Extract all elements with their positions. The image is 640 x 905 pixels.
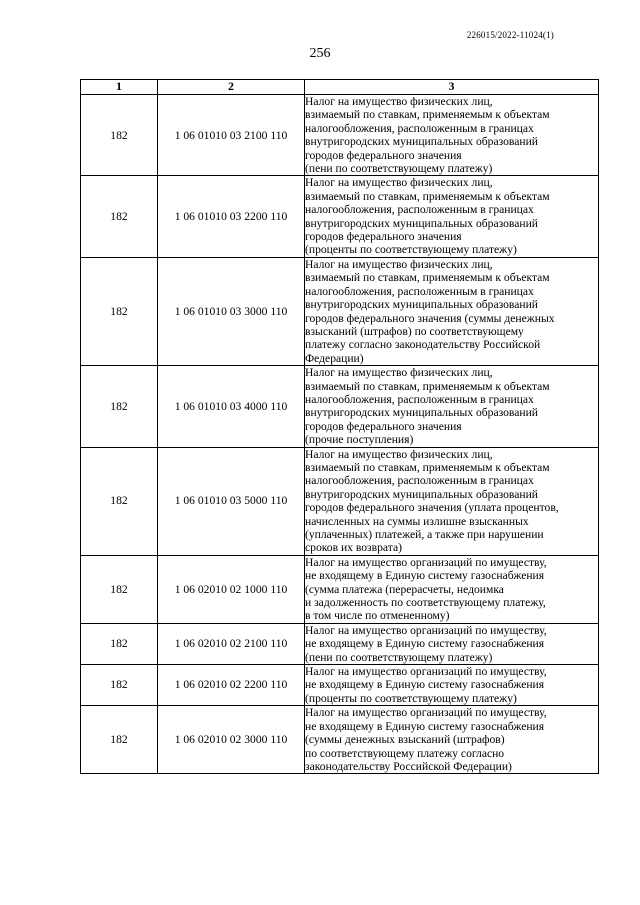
revenue-description-cell — [305, 257, 599, 365]
table-row — [81, 366, 599, 447]
table-header-row — [81, 80, 599, 95]
description-line: (пени по соответствующему платежу) — [305, 162, 493, 176]
admin-code-cell: 182 — [81, 623, 158, 664]
table-row — [81, 623, 599, 664]
revenue-description-cell — [305, 706, 599, 774]
description-line: взимаемый по ставкам, применяемым к объектам — [305, 460, 550, 474]
description-line: (проценты по соответствующему платежу) — [305, 243, 517, 257]
description-line: и задолженность по соответствующему платежу, — [305, 596, 546, 610]
table-row — [81, 257, 599, 365]
description-line: городов федерального значения (суммы денежных — [305, 311, 555, 325]
budget-classification-code-cell: 1 06 01010 03 5000 110 — [158, 447, 305, 555]
description-line: взимаемый по ставкам, применяемым к объектам — [305, 189, 550, 203]
admin-code-cell: 182 — [81, 176, 158, 257]
description-line: (проценты по соответствующему платежу) — [305, 691, 517, 705]
description-line: по соответствующему платежу согласно — [305, 746, 505, 760]
description-line: Налог на имущество физических лиц, — [305, 257, 493, 271]
description-line: взимаемый по ставкам, применяемым к объектам — [305, 108, 550, 122]
description-line: внутригородских муниципальных образований — [305, 487, 538, 501]
description-line: Налог на имущество организаций по имуществу, — [305, 623, 547, 637]
description-line: (уплаченных) платежей, а также при нарушении — [305, 528, 544, 541]
description-line: Налог на имущество физических лиц, — [305, 366, 493, 380]
table-body — [81, 95, 599, 774]
description-line: не входящему в Единую систему газоснабжения — [305, 678, 545, 692]
description-line: внутригородских муниципальных образований — [305, 216, 538, 230]
revenue-description-cell — [305, 665, 599, 706]
description-line: взысканий (штрафов) по соответствующему — [305, 324, 524, 338]
description-line: городов федерального значения — [305, 419, 462, 433]
description-line: внутригородских муниципальных образований — [305, 298, 538, 312]
budget-classification-code-cell: 1 06 01010 03 3000 110 — [158, 257, 305, 365]
admin-code-cell: 182 — [81, 447, 158, 555]
description-line: Налог на имущество организаций по имуществу, — [305, 706, 547, 720]
description-line: Налог на имущество физических лиц, — [305, 447, 493, 461]
description-line: (пени по соответствующему платежу) — [305, 650, 493, 664]
budget-classification-code-cell: 1 06 02010 02 1000 110 — [158, 555, 305, 623]
description-line: внутригородских муниципальных образований — [305, 135, 538, 149]
revenue-description-cell — [305, 447, 599, 555]
budget-classification-code-cell: 1 06 02010 02 2200 110 — [158, 665, 305, 706]
description-line: внутригородских муниципальных образований — [305, 406, 538, 420]
revenue-description-cell — [305, 95, 599, 176]
revenue-description-cell — [305, 176, 599, 257]
budget-classification-code-cell: 1 06 02010 02 3000 110 — [158, 706, 305, 774]
description-line: сроков их возврата) — [305, 541, 402, 555]
description-line: не входящему в Единую систему газоснабжения — [305, 637, 545, 651]
budget-classification-code-cell: 1 06 01010 03 2200 110 — [158, 176, 305, 257]
description-line: взимаемый по ставкам, применяемым к объектам — [305, 271, 550, 285]
column-header-3: 3 — [305, 80, 599, 95]
description-line: (прочие поступления) — [305, 433, 414, 447]
description-line: не входящему в Единую систему газоснабжения — [305, 719, 545, 733]
budget-classification-code-cell: 1 06 02010 02 2100 110 — [158, 623, 305, 664]
budget-classification-code-cell: 1 06 01010 03 2100 110 — [158, 95, 305, 176]
description-line: Налог на имущество организаций по имуществу, — [305, 665, 547, 679]
description-line: городов федерального значения (уплата процентов, — [305, 501, 559, 515]
table-row — [81, 95, 599, 176]
budget-codes-table — [80, 79, 599, 774]
column-header-1: 1 — [81, 80, 158, 95]
description-line: налогообложения, расположенным в границах — [305, 284, 534, 298]
document-id: 226015/2022-11024(1) — [466, 30, 554, 40]
revenue-description-cell — [305, 623, 599, 664]
admin-code-cell: 182 — [81, 665, 158, 706]
admin-code-cell: 182 — [81, 95, 158, 176]
description-line: законодательству Российской Федерации) — [305, 759, 512, 773]
table-row — [81, 706, 599, 774]
budget-classification-code-cell: 1 06 01010 03 4000 110 — [158, 366, 305, 447]
admin-code-cell: 182 — [81, 257, 158, 365]
description-line: (суммы денежных взысканий (штрафов) — [305, 733, 505, 747]
admin-code-cell: 182 — [81, 555, 158, 623]
description-line: налогообложения, расположенным в границах — [305, 474, 534, 488]
description-line: Федерации) — [305, 351, 364, 365]
description-line: налогообложения, расположенным в границах — [305, 392, 534, 406]
table-row — [81, 665, 599, 706]
description-line: взимаемый по ставкам, применяемым к объектам — [305, 379, 550, 393]
description-line: Налог на имущество физических лиц, — [305, 176, 493, 190]
table-row — [81, 447, 599, 555]
admin-code-cell: 182 — [81, 366, 158, 447]
description-line: налогообложения, расположенным в границах — [305, 121, 534, 135]
revenue-description-cell — [305, 366, 599, 447]
page-number: 256 — [309, 46, 331, 61]
description-line: платежу согласно законодательству Российской — [305, 338, 541, 352]
description-line: Налог на имущество физических лиц, — [305, 95, 493, 108]
column-header-2: 2 — [158, 80, 305, 95]
description-line: в том числе по отмененному) — [305, 609, 450, 623]
description-line: городов федерального значения — [305, 230, 462, 244]
description-line: налогообложения, расположенным в границах — [305, 203, 534, 217]
table-row — [81, 176, 599, 257]
description-line: не входящему в Единую систему газоснабжения — [305, 569, 545, 583]
description-line: (сумма платежа (перерасчеты, недоимка — [305, 582, 504, 596]
description-line: Налог на имущество организаций по имуществу, — [305, 555, 547, 569]
revenue-description-cell — [305, 555, 599, 623]
description-line: начисленных на суммы излишне взысканных — [305, 514, 529, 528]
table-row — [81, 555, 599, 623]
admin-code-cell: 182 — [81, 706, 158, 774]
description-line: городов федерального значения — [305, 148, 462, 162]
